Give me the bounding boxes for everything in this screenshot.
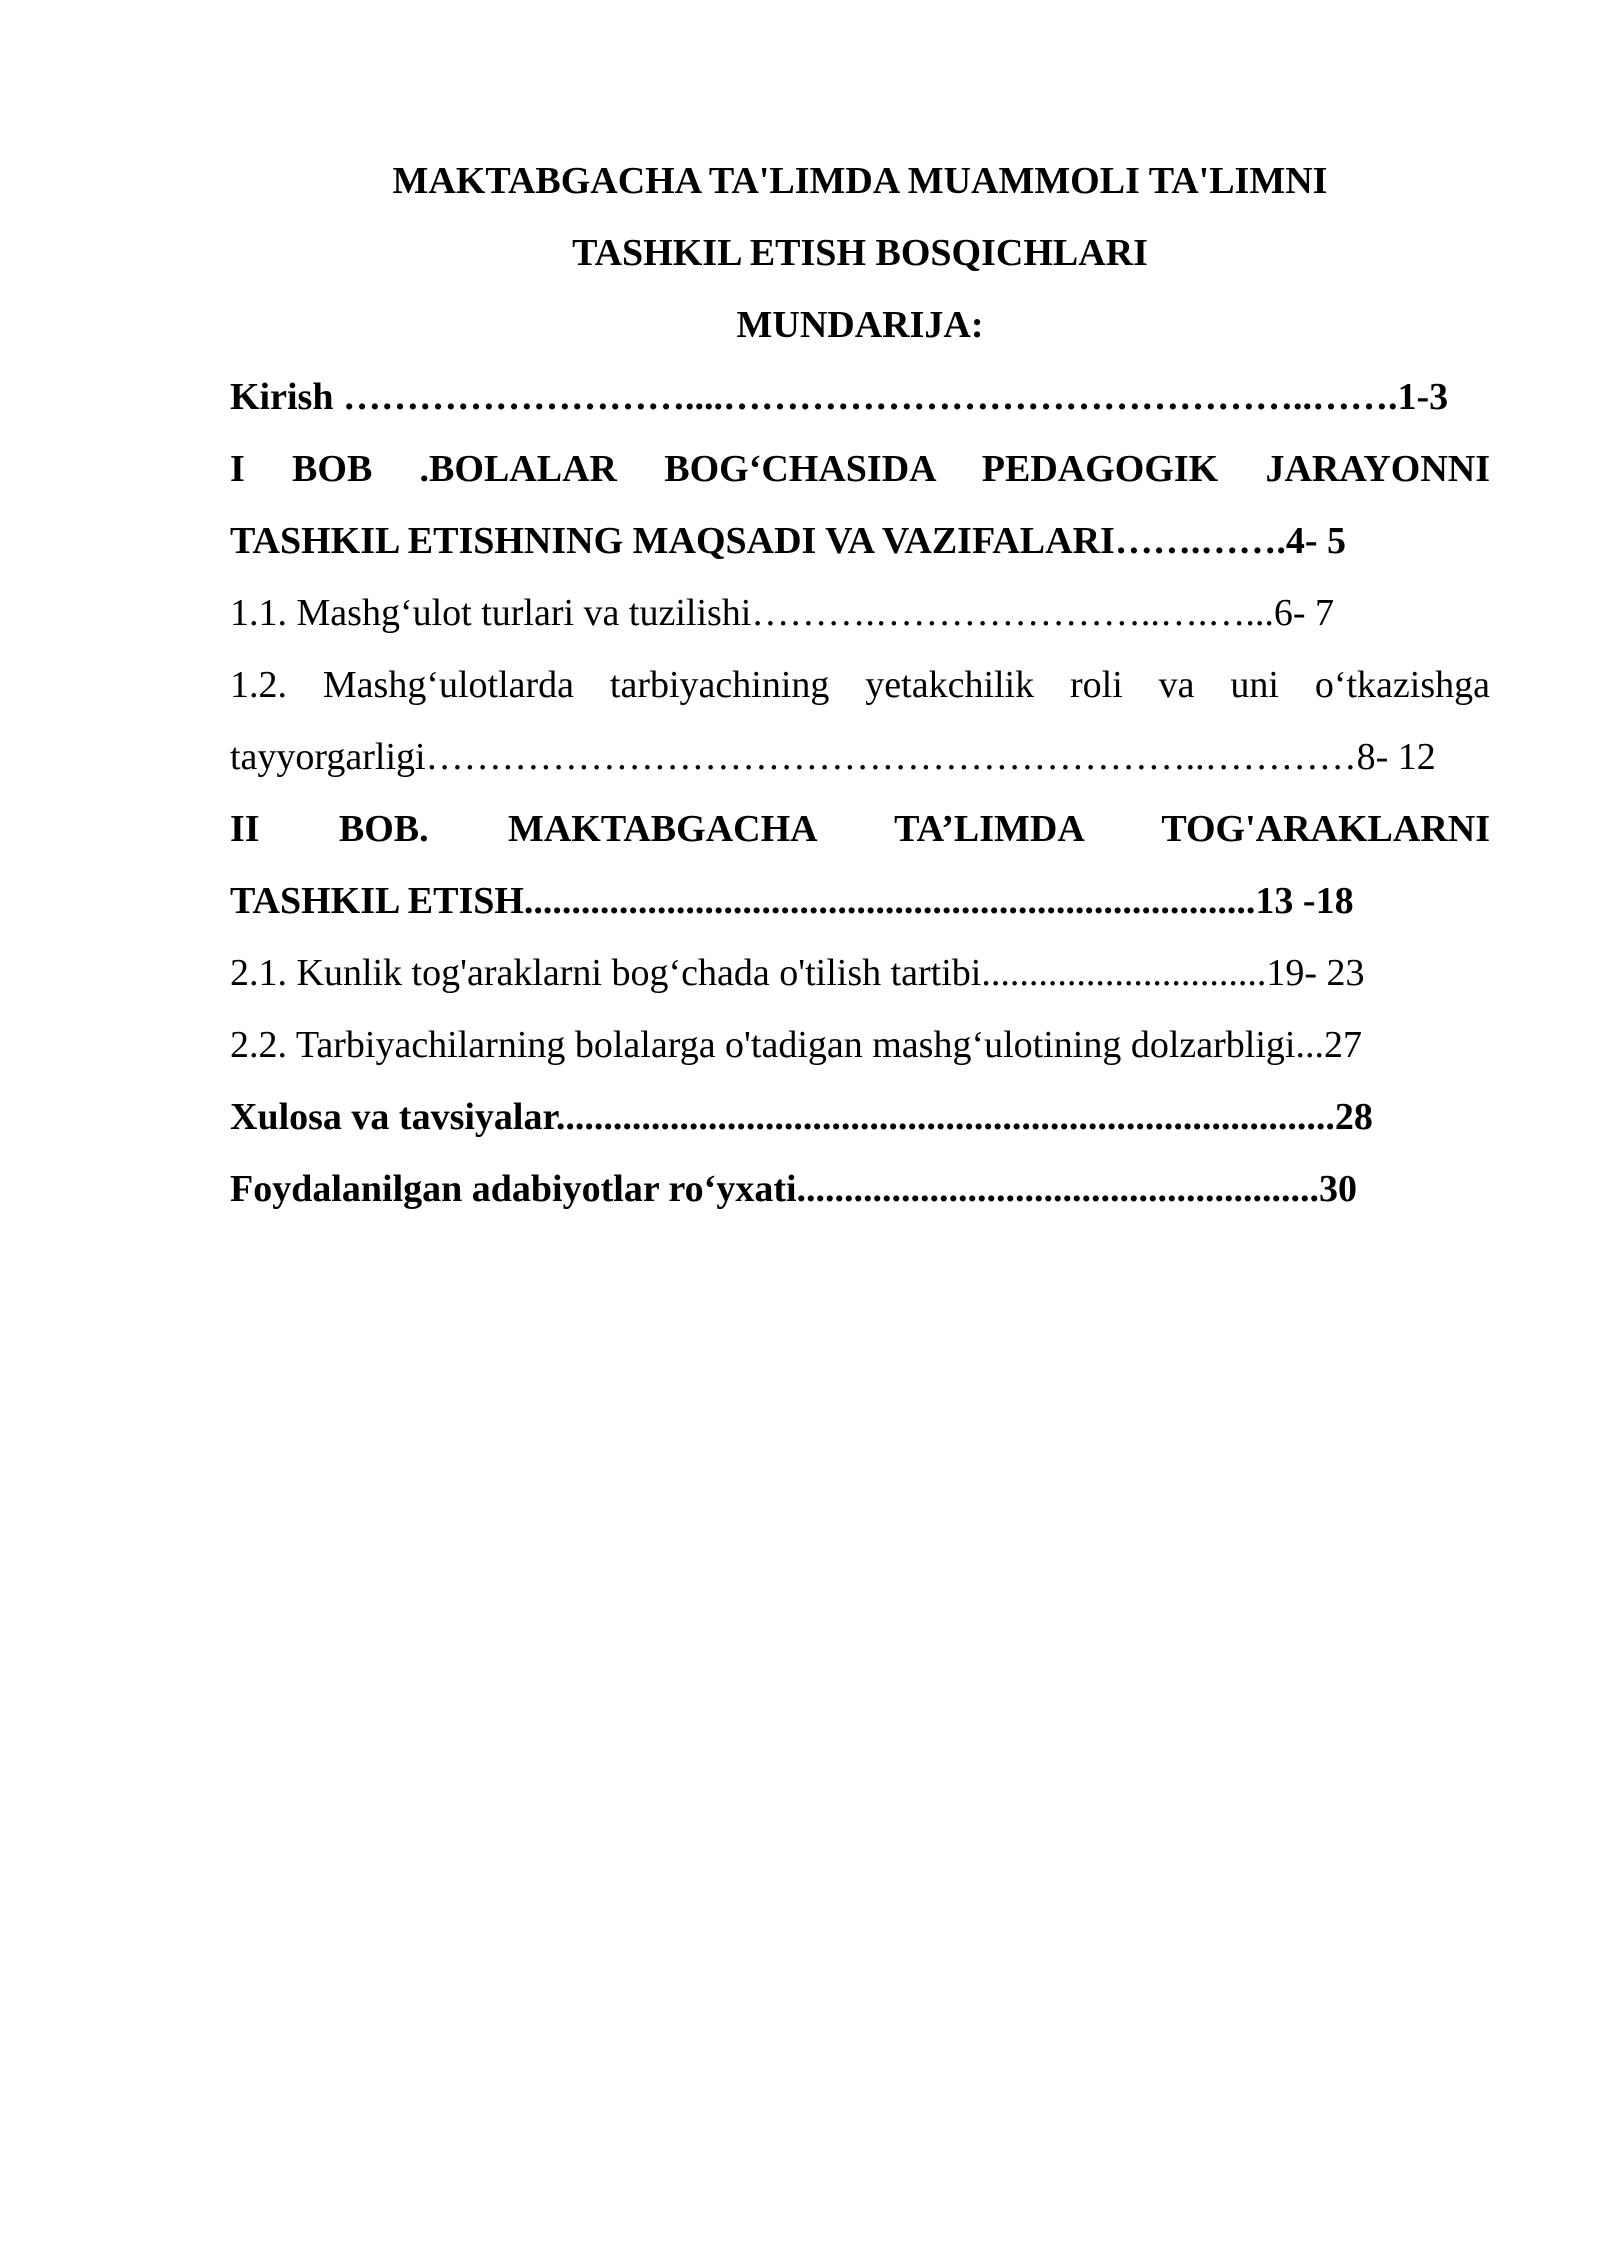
toc-entry-section-2-1: 2.1. Kunlik tog'araklarni bog‘chada o'tilish tartibi..............................19- 23	[230, 952, 1365, 994]
toc-entry-chapter-1-line-2: TASHKIL ETISHNING MAQSADI VA VAZIFALARI…….…….4- 5	[230, 520, 1346, 562]
toc-entry-introduction: Kirish ………………………....………………………………………..…….1-3	[230, 376, 1449, 418]
toc-entry-section-1-1: 1.1. Mashg‘ulot turlari va tuzilishi……….…………………..….…...6- 7	[230, 592, 1335, 634]
toc-entry-section-1-2-line-1: 1.2. Mashg‘ulotlarda tarbiyachining yetakchilik roli va uni o‘tkazishga	[230, 664, 1490, 706]
document-title-line-2: TASHKIL ETISH BOSQICHLARI	[572, 232, 1148, 274]
contents-heading: MUNDARIJA:	[736, 304, 984, 346]
toc-entry-section-2-2: 2.2. Tarbiyachilarning bolalarga o'tadigan mashg‘ulotining dolzarbligi...27	[230, 1024, 1362, 1066]
toc-entry-chapter-1-line-1: I BOB .BOLALAR BOG‘CHASIDA PEDAGOGIK JARAYONNI	[230, 448, 1490, 490]
toc-entry-chapter-2-line-1: II BOB. MAKTABGACHA TA’LIMDA TOG'ARAKLARNI	[230, 808, 1490, 850]
toc-entry-section-1-2-line-2: tayyorgarligi……………………………………………………..…………8- 12	[230, 736, 1436, 778]
toc-entry-chapter-2-line-2: TASHKIL ETISH.............................................................................13 -18	[230, 880, 1354, 922]
page-content	[230, 145, 1490, 1225]
toc-entry-references: Foydalanilgan adabiyotlar ro‘yxati.......................................................30	[230, 1168, 1358, 1210]
document-title-line-1: MAKTABGACHA TA'LIMDA MUAMMOLI TA'LIMNI	[392, 160, 1328, 202]
toc-entry-conclusion: Xulosa va tavsiyalar..................................................................................28	[230, 1096, 1373, 1138]
